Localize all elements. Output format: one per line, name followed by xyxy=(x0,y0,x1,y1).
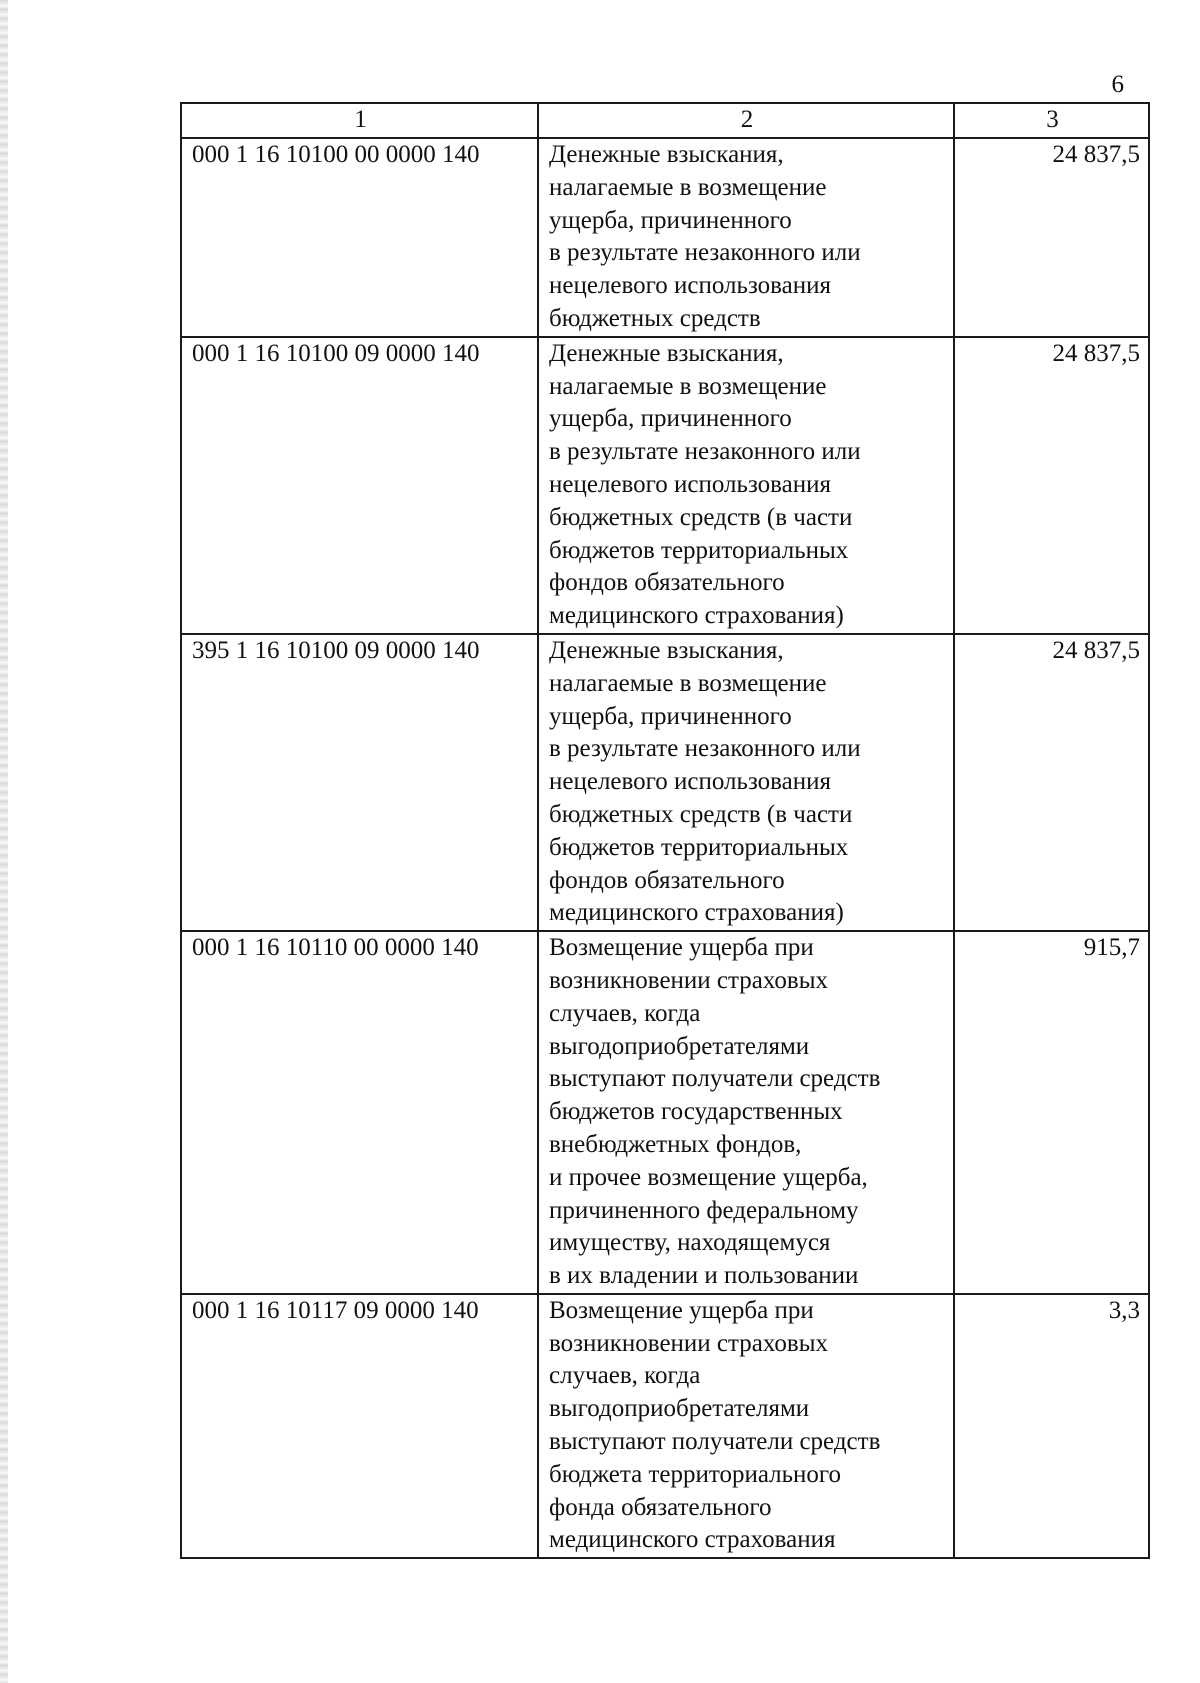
description-cell: Возмещение ущерба при возникновении страховых случаев, когда выгодоприобретателями выступают получатели средств бюджетов государственных внебюджетных фондов, и прочее возмещение ущерба, причиненного федеральному имуществу, находящемуся в их владении и пользовании xyxy=(538,931,954,1294)
column-header-1: 1 xyxy=(181,103,538,138)
table-row xyxy=(181,1294,1149,1558)
budget-code-cell: 000 1 16 10100 09 0000 140 xyxy=(181,337,538,634)
table-row xyxy=(181,138,1149,337)
page-number: 6 xyxy=(1111,71,1124,98)
table-row xyxy=(181,931,1149,1294)
description-cell: Возмещение ущерба при возникновении страховых случаев, когда выгодоприобретателями выступают получатели средств бюджета территориального фонда обязательного медицинского страхования xyxy=(538,1294,954,1558)
amount-cell: 3,3 xyxy=(954,1294,1149,1558)
amount-cell: 24 837,5 xyxy=(954,138,1149,337)
table-row xyxy=(181,337,1149,634)
table-row xyxy=(181,634,1149,931)
amount-cell: 24 837,5 xyxy=(954,337,1149,634)
amount-cell: 24 837,5 xyxy=(954,634,1149,931)
description-cell: Денежные взыскания, налагаемые в возмещение ущерба, причиненного в результате незаконного или нецелевого использования бюджетных средств (в части бюджетов территориальных фондов обязательного медицинского страхования) xyxy=(538,337,954,634)
description-cell: Денежные взыскания, налагаемые в возмещение ущерба, причиненного в результате незаконного или нецелевого использования бюджетных средств xyxy=(538,138,954,337)
amount-cell: 915,7 xyxy=(954,931,1149,1294)
budget-revenue-table xyxy=(180,102,1150,1559)
budget-code-cell: 000 1 16 10100 00 0000 140 xyxy=(181,138,538,337)
scan-edge-artifact xyxy=(0,0,8,1683)
description-cell: Денежные взыскания, налагаемые в возмещение ущерба, причиненного в результате незаконного или нецелевого использования бюджетных средств (в части бюджетов территориальных фондов обязательного медицинского страхования) xyxy=(538,634,954,931)
budget-code-cell: 395 1 16 10100 09 0000 140 xyxy=(181,634,538,931)
budget-code-cell: 000 1 16 10117 09 0000 140 xyxy=(181,1294,538,1558)
column-header-3: 3 xyxy=(954,103,1149,138)
header-row xyxy=(181,103,1149,138)
column-header-2: 2 xyxy=(538,103,954,138)
budget-code-cell: 000 1 16 10110 00 0000 140 xyxy=(181,931,538,1294)
